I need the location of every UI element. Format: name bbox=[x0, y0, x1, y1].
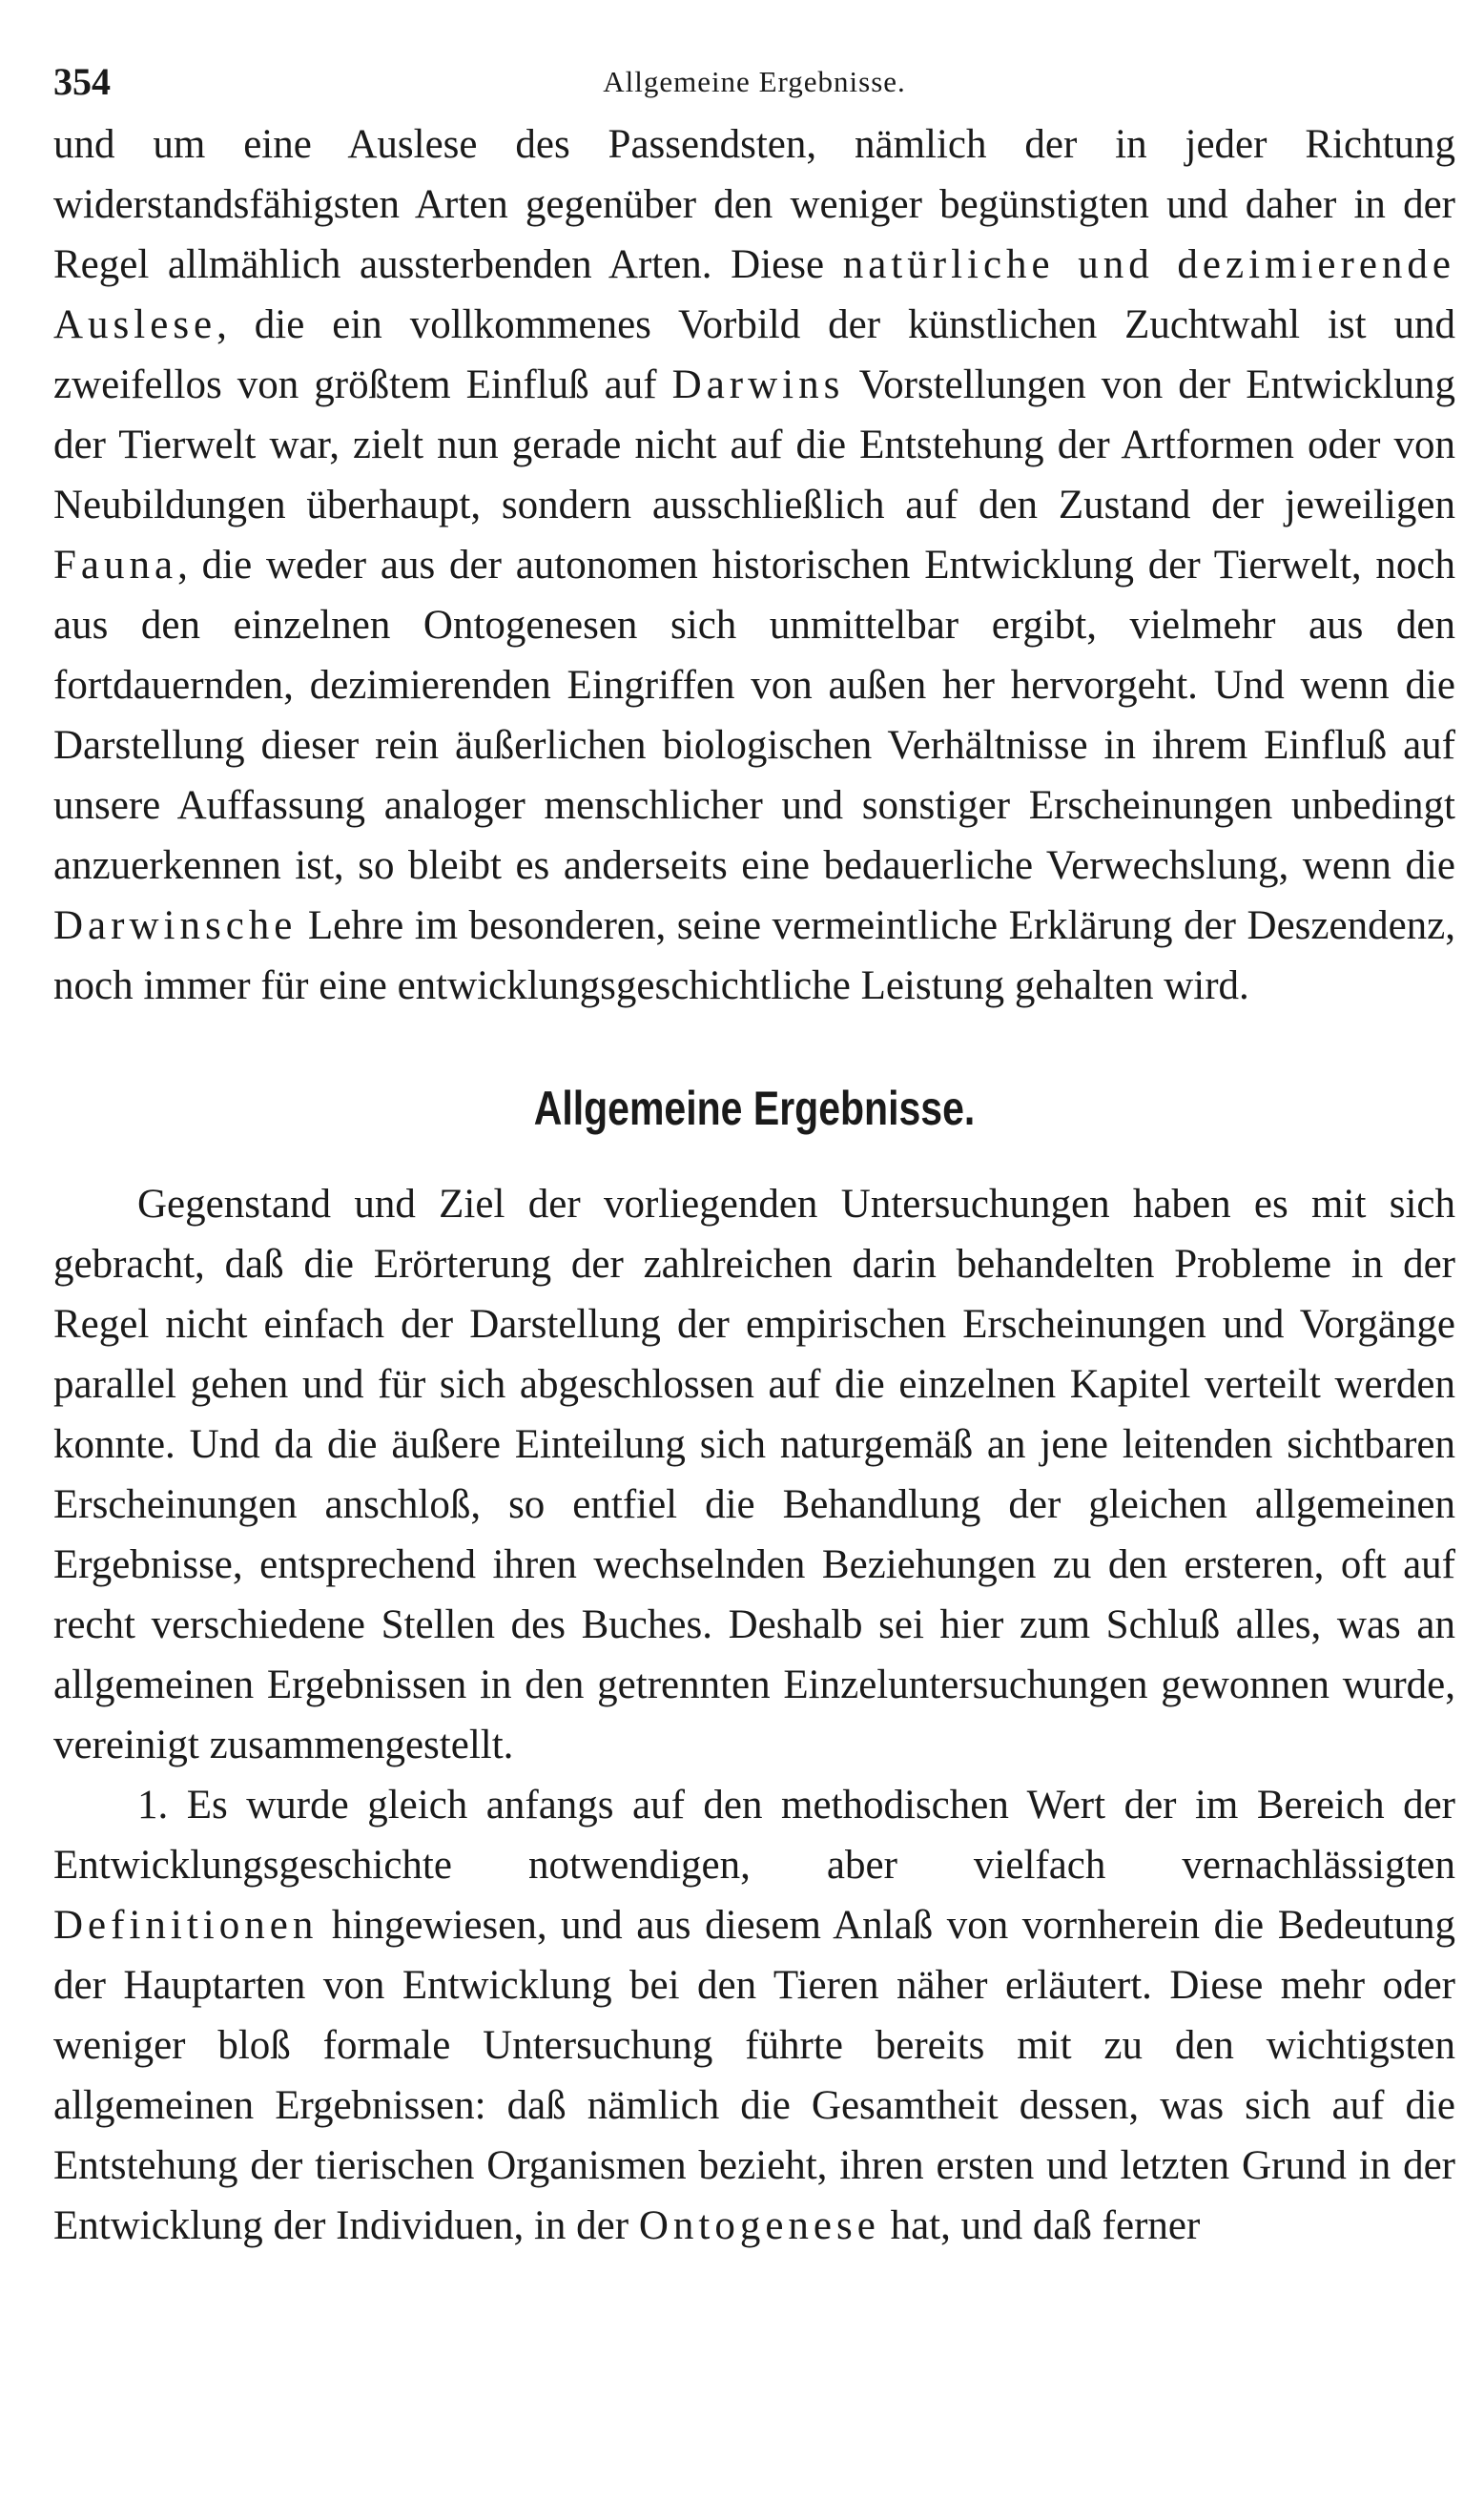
text-run: Lehre im besonderen, seine vermeintliche Erklärung der Deszendenz, noch immer für eine entwicklungsgeschichtliche Leistung gehalten wird. bbox=[53, 903, 1455, 1008]
emphasized-text: Definitionen bbox=[53, 1903, 319, 1948]
emphasized-text: Darwins bbox=[671, 362, 845, 407]
emphasized-text: natürliche und dezimierende Auslese bbox=[53, 242, 1455, 347]
emphasized-text: Ontogenese bbox=[638, 2203, 880, 2248]
section-heading: Allgemeine Ergebnisse. bbox=[533, 1082, 976, 1135]
continuation-paragraph bbox=[53, 114, 1455, 1016]
section-paragraph-2 bbox=[53, 1775, 1455, 2256]
emphasized-text: Darwinsche bbox=[53, 903, 298, 948]
text-run: und um eine Auslese des Passendsten, nämlich der in jeder Richtung widerstandsfähigsten Arten gegenüber den weniger begünstigten und daher in der Regel allmählich aussterbenden Arten. Diese bbox=[53, 122, 1455, 287]
text-run: , die weder aus der autonomen historischen Entwicklung der Tierwelt, noch aus den einzelnen Ontogenesen sich unmittelbar ergibt, vielmehr aus den fortdauernden, dezimierenden Eingriffen von außen her hervorgeht. Und wenn die Darstellung dieser rein äußerlichen biologischen Verhältnisse in ihrem Einfluß auf unsere Auffassung analoger menschlicher und sonstiger Erscheinungen unbedingt anzuerkennen ist, so bleibt es anderseits eine bedauerliche Verwechslung, wenn die bbox=[53, 543, 1455, 888]
text-run: 1. Es wurde gleich anfangs auf den methodischen Wert der im Bereich der Entwicklungsgeschichte notwendigen, aber vielfach vernachlässigten bbox=[53, 1783, 1455, 1888]
running-head bbox=[53, 38, 1455, 114]
emphasized-text: Fauna bbox=[53, 543, 178, 588]
book-page bbox=[53, 38, 1455, 2256]
section-paragraph-1: Gegenstand und Ziel der vorliegenden Untersuchungen haben es mit sich gebracht, daß die Erörterung der zahlreichen darin behandelten Probleme in der Regel nicht einfach der Darstellung der empirischen Erscheinungen und Vorgänge parallel gehen und für sich abgeschlossen auf die einzelnen Kapitel verteilt werden konnte. Und da die äußere Einteilung sich naturgemäß an jene leitenden sichtbaren Erscheinungen anschloß, so entfiel die Behandlung der gleichen allgemeinen Ergebnisse, entsprechend ihren wechselnden Beziehungen zu den ersteren, oft auf recht verschiedene Stellen des Buches. Deshalb sei hier zum Schluß alles, was an allgemeinen Ergebnissen in den getrennten Einzeluntersuchungen gewonnen wurde, vereinigt zusammengestellt. bbox=[53, 1182, 1455, 1767]
text-run: , die ein vollkommenes Vorbild der künstlichen Zuchtwahl ist und zweifellos von größtem Einfluß auf bbox=[53, 302, 1455, 407]
text-run: Vorstellungen von der Entwicklung der Tierwelt war, zielt nun gerade nicht auf die Entstehung der Artformen oder von Neubildungen überhaupt, sondern ausschließlich auf den Zustand der jeweiligen bbox=[53, 362, 1455, 527]
text-run: hingewiesen, und aus diesem Anlaß von vornherein die Bedeutung der Hauptarten von Entwicklung bei den Tieren näher erläutert. Diese mehr oder weniger bloß formale Untersuchung führte bereits mit zu den wichtigsten allgemeinen Ergebnissen: daß nämlich die Gesamtheit dessen, was sich auf die Entstehung der tierischen Organismen bezieht, ihren ersten und letzten Grund in der Entwicklung der Individuen, in der bbox=[53, 1903, 1455, 2248]
running-title: Allgemeine Ergebnisse. bbox=[603, 65, 906, 98]
text-run: hat, und daß ferner bbox=[879, 2203, 1201, 2248]
page-number: 354 bbox=[53, 60, 111, 103]
